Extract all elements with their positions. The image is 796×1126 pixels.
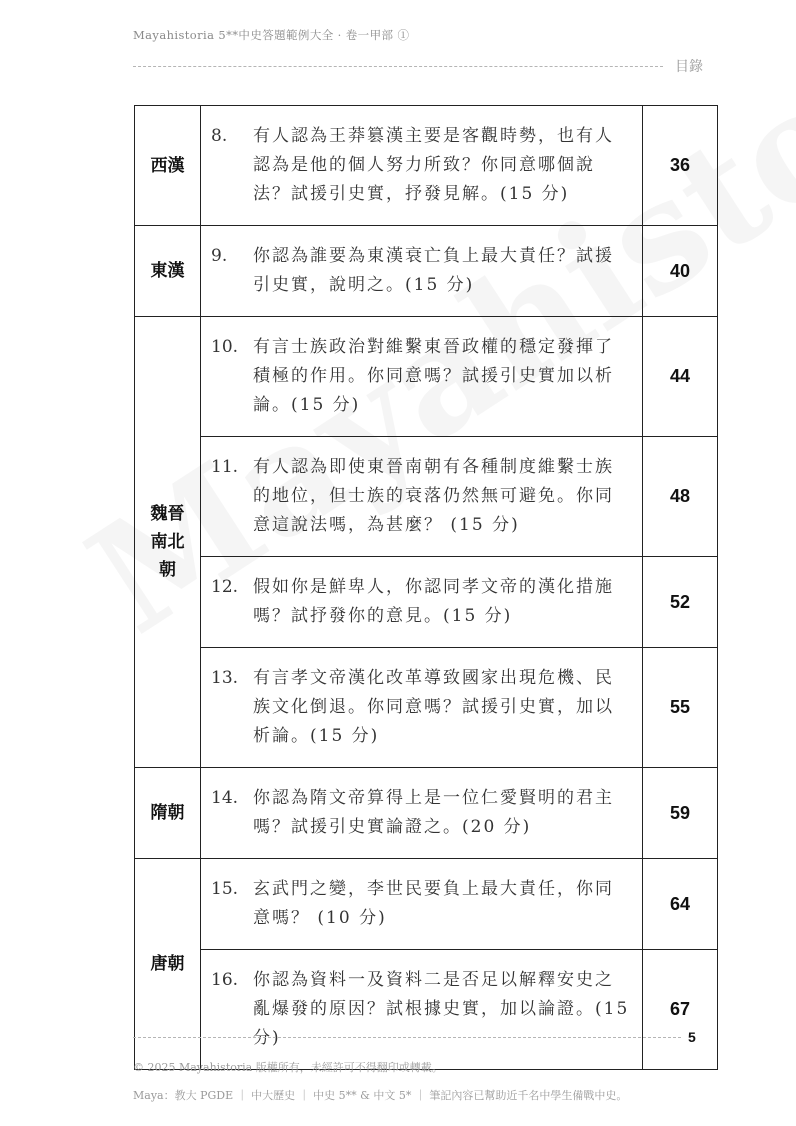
page-number-cell[interactable]: 64 [643, 859, 718, 950]
question-number: 11. [211, 457, 239, 477]
question-number: 15. [211, 879, 239, 899]
header-divider [133, 66, 663, 67]
question-number: 14. [211, 788, 239, 808]
footer-divider [133, 1037, 681, 1038]
dynasty-cell [135, 317, 201, 768]
dynasty-label: 魏晉南北朝 [150, 504, 185, 580]
page-number-cell[interactable]: 40 [643, 226, 718, 317]
question-number: 16. [211, 970, 239, 990]
author-note: Maya：教大 PGDE ｜ 中大歷史 ｜ 中史 5** & 中文 5* ｜ 筆記內容已幫助近千名中學生備戰中史。 [133, 1089, 628, 1102]
question-text: 有人認為即使東晉南朝有各種制度維繫士族的地位，但士族的衰落仍然無可避免。你同意這說法嗎，為甚麼？ (15 分) [253, 457, 614, 535]
page-number-cell[interactable]: 44 [643, 317, 718, 437]
question-cell [201, 557, 643, 648]
question-cell [201, 950, 643, 1070]
dynasty-cell: 東漢 [135, 226, 201, 317]
dynasty-cell: 西漢 [135, 106, 201, 226]
header-title: Mayahistoria 5**中史答題範例大全 · 卷一甲部 ① [133, 28, 410, 42]
page-number: 5 [688, 1029, 696, 1045]
question-text: 有人認為王莽篡漢主要是客觀時勢，也有人認為是他的個人努力所致？你同意哪個說法？試援引史實，抒發見解。(15 分) [253, 126, 614, 204]
table-row [135, 557, 718, 648]
table-row [135, 226, 718, 317]
table-row [135, 106, 718, 226]
table-row [135, 317, 718, 437]
question-text: 玄武門之變，李世民要負上最大責任，你同意嗎？ (10 分) [253, 879, 614, 928]
table-row [135, 648, 718, 768]
table-row [135, 768, 718, 859]
table-row [135, 437, 718, 557]
question-text: 假如你是鮮卑人，你認同孝文帝的漢化措施嗎？試抒發你的意見。(15 分) [253, 577, 614, 626]
page-number-cell[interactable]: 55 [643, 648, 718, 768]
table-row [135, 859, 718, 950]
question-text: 有言士族政治對維繫東晉政權的穩定發揮了積極的作用。你同意嗎？試援引史實加以析論。(15 分) [253, 337, 614, 415]
copyright-notice: © 2025 Mayahistoria 版權所有，未經許可不得翻印或轉載。 [133, 1061, 443, 1074]
question-number: 10. [211, 337, 239, 357]
page-number-cell[interactable]: 48 [643, 437, 718, 557]
question-text: 你認為誰要為東漢衰亡負上最大責任？試援引史實，說明之。(15 分) [253, 246, 614, 295]
question-cell [201, 648, 643, 768]
question-cell [201, 768, 643, 859]
dynasty-cell: 唐朝 [135, 859, 201, 1070]
table-row [135, 950, 718, 1070]
question-number: 9. [211, 246, 228, 266]
page-number-cell[interactable]: 67 [643, 950, 718, 1070]
question-text: 你認為隋文帝算得上是一位仁愛賢明的君主嗎？試援引史實論證之。(20 分) [253, 788, 614, 837]
dynasty-cell: 隋朝 [135, 768, 201, 859]
question-cell [201, 437, 643, 557]
question-text: 你認為資料一及資料二是否足以解釋安史之亂爆發的原因？試根據史實，加以論證。(15 分) [253, 970, 630, 1048]
question-cell [201, 106, 643, 226]
question-cell [201, 317, 643, 437]
question-number: 13. [211, 668, 239, 688]
question-number: 12. [211, 577, 239, 597]
page-number-cell[interactable]: 52 [643, 557, 718, 648]
table-of-contents [134, 105, 718, 1070]
section-label: 目錄 [675, 59, 703, 75]
question-cell [201, 226, 643, 317]
page-number-cell[interactable]: 59 [643, 768, 718, 859]
question-cell [201, 859, 643, 950]
question-text: 有言孝文帝漢化改革導致國家出現危機、民族文化倒退。你同意嗎？試援引史實，加以析論。(15 分) [253, 668, 614, 746]
page-number-cell[interactable]: 36 [643, 106, 718, 226]
question-number: 8. [211, 126, 228, 146]
